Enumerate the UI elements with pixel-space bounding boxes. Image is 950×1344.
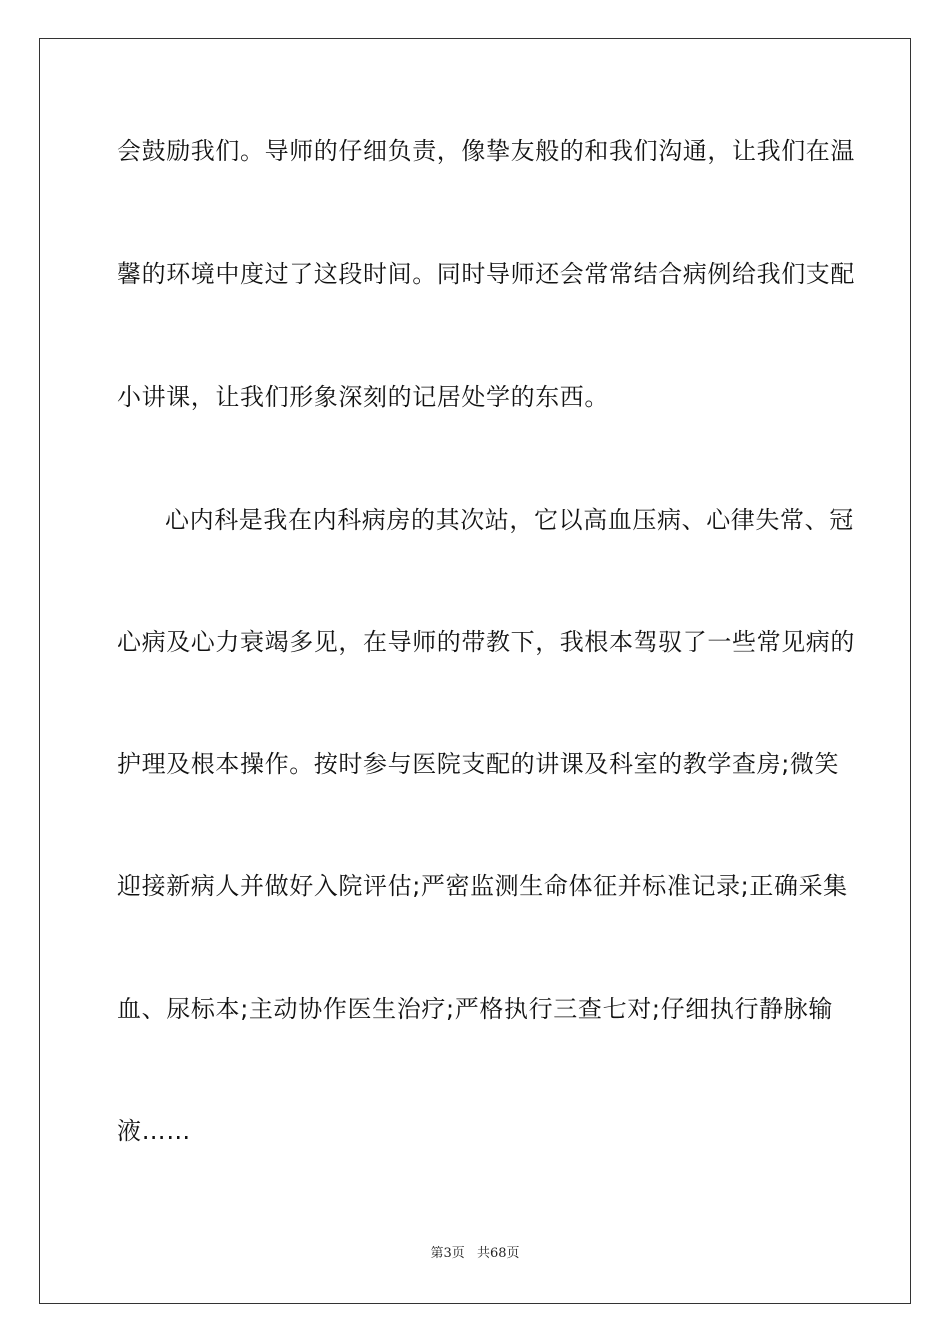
text-line-8: 血、尿标本;主动协作医生治疗;严格执行三查七对;仔细执行静脉输 (117, 995, 833, 1023)
page-number: 第3页 (430, 1246, 465, 1261)
page-border (39, 38, 911, 1304)
text-line-3: 小讲课，让我们形象深刻的记居处学的东西。 (117, 383, 609, 411)
text-line-2: 馨的环境中度过了这段时间。同时导师还会常常结合病例给我们支配 (117, 260, 855, 288)
page-footer (0, 1245, 950, 1263)
text-line-5: 心病及心力衰竭多见，在导师的带教下，我根本驾驭了一些常见病的 (117, 628, 855, 656)
text-line-6: 护理及根本操作。按时参与医院支配的讲课及科室的教学查房;微笑 (117, 750, 840, 778)
text-line-4: 心内科是我在内科病房的其次站，它以高血压病、心律失常、冠 (165, 506, 854, 534)
text-line-1: 会鼓励我们。导师的仔细负责，像挚友般的和我们沟通，让我们在温 (117, 137, 855, 165)
total-pages: 共68页 (476, 1246, 520, 1261)
text-line-7: 迎接新病人并做好入院评估;严密监测生命体征并标准记录;正确采集 (117, 872, 848, 900)
text-line-9: 液…… (117, 1117, 191, 1145)
